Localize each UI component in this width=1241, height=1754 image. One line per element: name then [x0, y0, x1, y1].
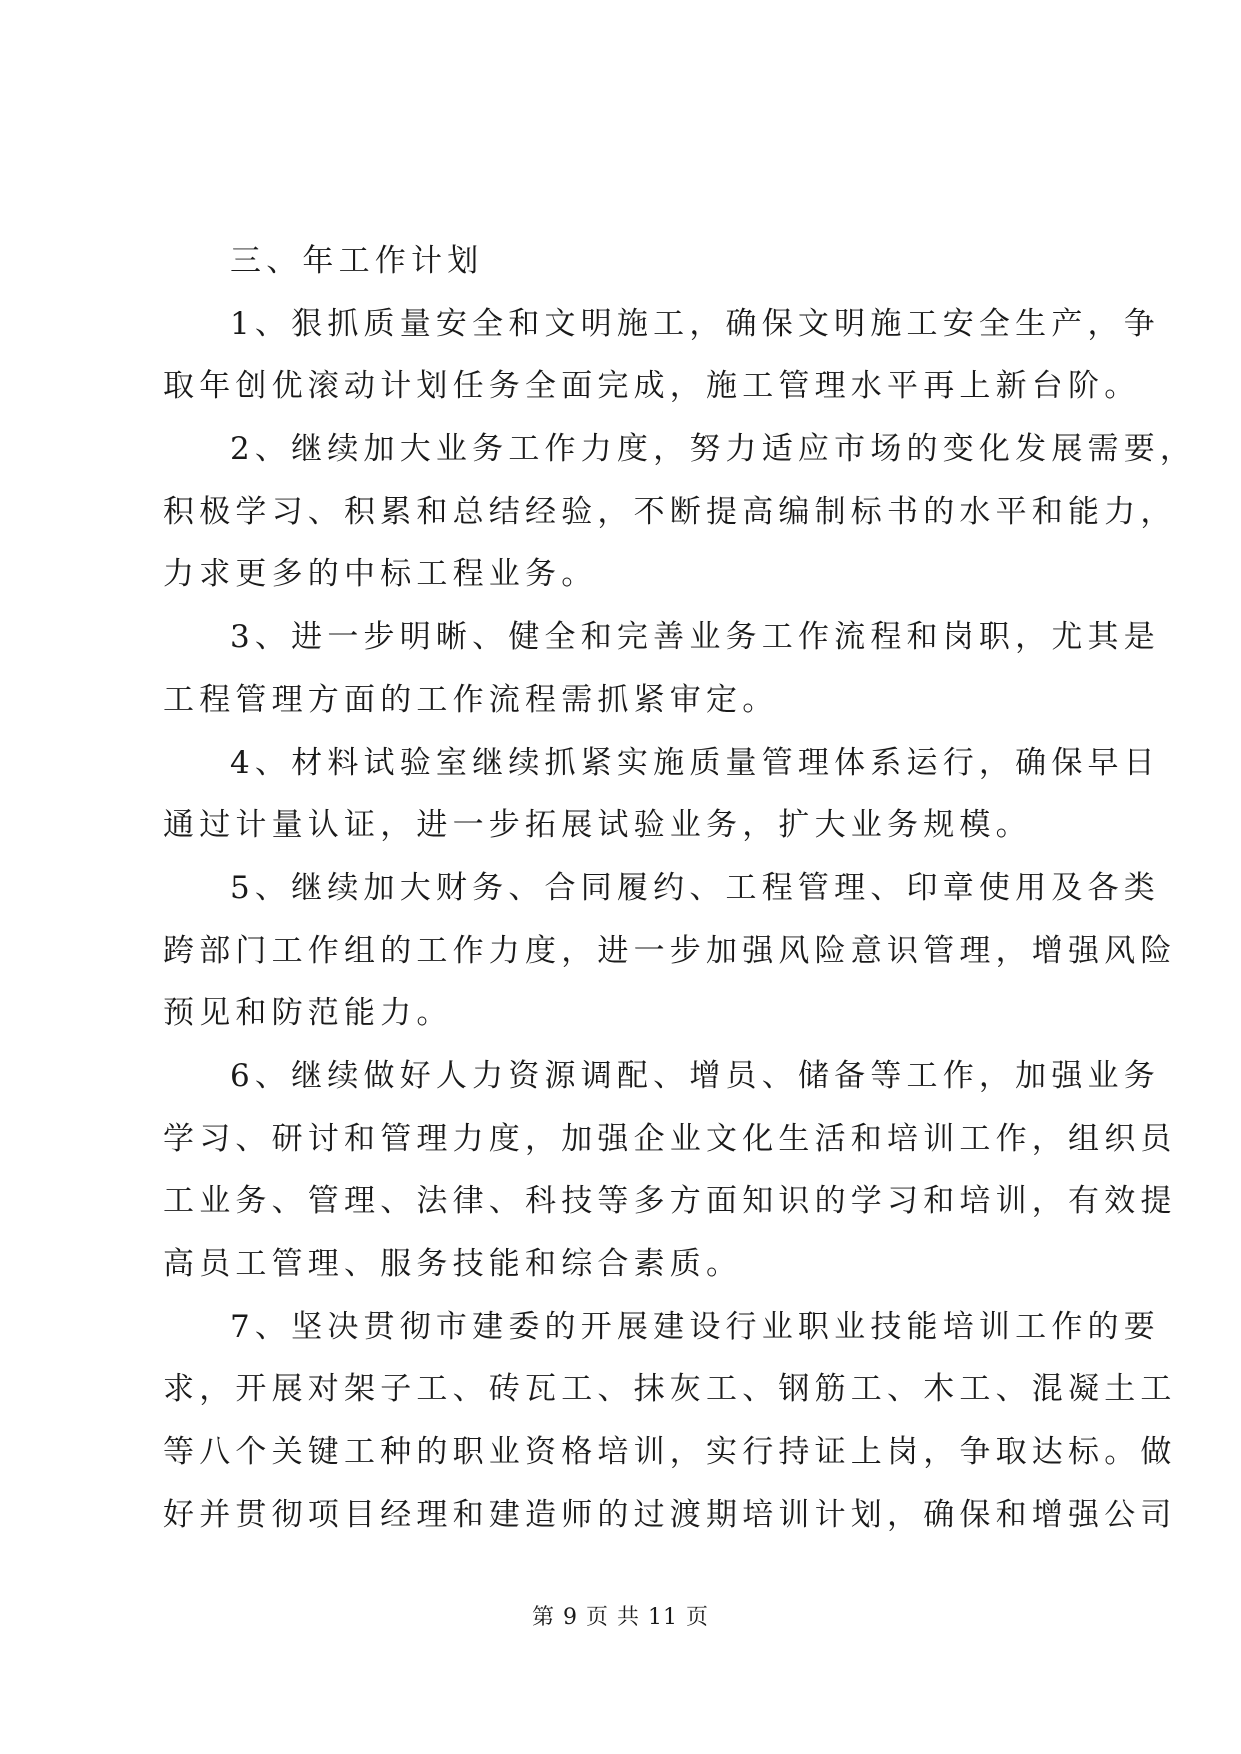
section-heading: 三、年工作计划 — [230, 243, 484, 279]
document-body — [163, 230, 1197, 1546]
paragraph-line: 积极学习、积累和总结经验，不断提高编制标书的水平和能力， — [163, 493, 1177, 530]
page-number-footer: 第 9 页 共 11 页 — [532, 1605, 709, 1630]
paragraph-2 — [163, 418, 1197, 606]
paragraph-line: 2、继续加大业务工作力度，努力适应市场的变化发展需要， — [230, 431, 1197, 468]
paragraph-line: 通过计量认证，进一步拓展试验业务，扩大业务规模。 — [163, 807, 1032, 844]
paragraph-line: 力求更多的中标工程业务。 — [163, 556, 598, 593]
paragraph-line: 跨部门工作组的工作力度，进一步加强风险意识管理，增强风险 — [163, 932, 1177, 969]
paragraph-line: 4、材料试验室继续抓紧实施质量管理体系运行，确保早日 — [230, 744, 1160, 781]
paragraph-7 — [163, 1296, 1177, 1547]
paragraph-line: 等八个关键工种的职业资格培训，实行持证上岗，争取达标。做 — [163, 1434, 1177, 1471]
paragraph-3 — [163, 606, 1160, 731]
paragraph-line: 预见和防范能力。 — [163, 995, 453, 1032]
paragraph-line: 1、狠抓质量安全和文明施工，确保文明施工安全生产，争 — [230, 305, 1160, 342]
paragraph-6 — [163, 1045, 1177, 1296]
paragraph-line: 高员工管理、服务技能和综合素质。 — [163, 1246, 743, 1282]
paragraph-line: 取年创优滚动计划任务全面完成，施工管理水平再上新台阶。 — [163, 368, 1141, 405]
paragraph-line: 学习、研讨和管理力度，加强企业文化生活和培训工作，组织员 — [163, 1120, 1177, 1157]
paragraph-1 — [163, 293, 1160, 418]
paragraph-line: 3、进一步明晰、健全和完善业务工作流程和岗职，尤其是 — [230, 619, 1160, 656]
paragraph-line: 6、继续做好人力资源调配、增员、储备等工作，加强业务 — [230, 1057, 1160, 1094]
paragraph-line: 工业务、管理、法律、科技等多方面知识的学习和培训，有效提 — [163, 1183, 1177, 1220]
paragraph-line: 求，开展对架子工、砖瓦工、抹灰工、钢筋工、木工、混凝土工 — [163, 1371, 1177, 1408]
paragraph-line: 工程管理方面的工作流程需抓紧审定。 — [163, 681, 779, 718]
paragraph-5 — [163, 857, 1177, 1045]
paragraph-line: 好并贯彻项目经理和建造师的过渡期培训计划，确保和增强公司 — [163, 1496, 1177, 1533]
paragraph-line: 7、坚决贯彻市建委的开展建设行业职业技能培训工作的要 — [230, 1308, 1160, 1345]
paragraph-line: 5、继续加大财务、合同履约、工程管理、印章使用及各类 — [230, 869, 1160, 906]
paragraph-4 — [163, 732, 1160, 857]
